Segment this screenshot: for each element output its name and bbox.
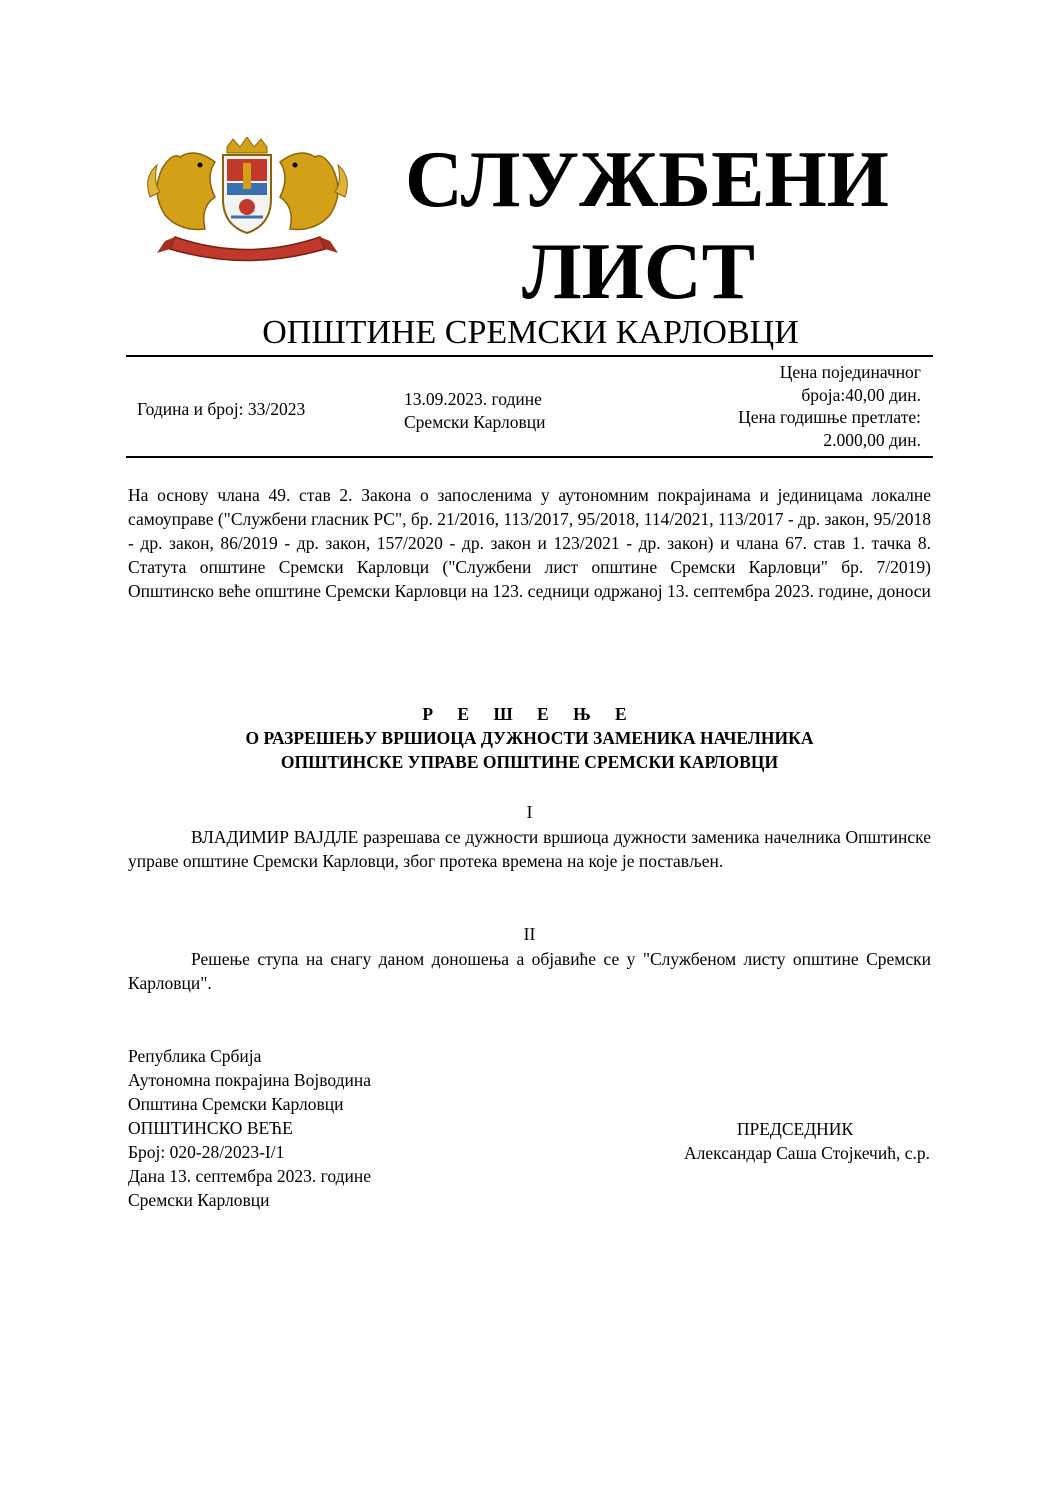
issue-date: 13.09.2023. године xyxy=(404,389,542,409)
masthead-subtitle: ОПШТИНЕ СРЕМСКИ КАРЛОВЦИ xyxy=(262,314,799,351)
price-single-line1: Цена појединачног xyxy=(779,362,921,382)
issue-number: Година и број: 33/2023 xyxy=(137,399,306,419)
issuer-block xyxy=(128,1044,371,1212)
section-text-1: ВЛАДИМИР ВАЈДЛЕ разрешава се дужности вршиоца дужности заменика начелника Општинске управе општине Сремски Карловци, због протека времена на које је постављен. xyxy=(128,827,931,871)
issuer-line: Аутономна покрајина Војводина xyxy=(128,1070,371,1090)
section-numeral-2: II xyxy=(523,924,536,944)
section-numeral-1: I xyxy=(526,802,533,822)
price-annual-line1: Цена годишње претлате: xyxy=(738,407,921,427)
issue-date-place xyxy=(404,388,545,433)
header-divider-top xyxy=(126,355,933,357)
preamble-paragraph: На основу члана 49. став 2. Закона о запосленима у аутономним покрајинама и јединицама локалне самоуправе ("Службени гласник РС", бр. 21/2016, 113/2017, 95/2018, 114/2021, 113/2017 - др. закон, 95/2018 - др. закон, 86/2019 - др. закон, 157/2020 - др. закон и 123/2021 - др. закон) и члана 67. став 1. тачка 8. Статута општине Сремски Карловци ("Службени лист општине Сремски Карловци" бр. 7/2019) Општинско веће општине Сремски Карловци на 123. седници одржаној 13. септембра 2023. године, доноси xyxy=(128,485,931,601)
issuer-line: ОПШТИНСКО ВЕЋЕ xyxy=(128,1118,293,1138)
section-text-2: Решење ступа на снагу даном доношења а објавиће се у "Службеном листу општине Сремски Карловци". xyxy=(128,949,931,993)
issuer-line: Број: 020-28/2023-I/1 xyxy=(128,1142,285,1162)
issuer-line: Општина Сремски Карловци xyxy=(128,1094,344,1114)
masthead-title-line1: СЛУЖБЕНИ xyxy=(405,136,889,224)
signatory-name: Александар Саша Стојкечић, с.р. xyxy=(684,1143,930,1163)
price-annual-line2: 2.000,00 дин. xyxy=(823,429,921,450)
decision-title-line1: О РАЗРЕШЕЊУ ВРШИОЦА ДУЖНОСТИ ЗАМЕНИКА НАЧЕЛНИКА xyxy=(245,728,814,748)
decision-title xyxy=(128,726,931,774)
price-info xyxy=(660,361,921,451)
issuer-line: Република Србија xyxy=(128,1046,262,1066)
issuer-line: Дана 13. септембра 2023. године xyxy=(128,1166,372,1186)
signatory-role: ПРЕДСЕДНИК xyxy=(736,1119,854,1139)
coat-of-arms-icon xyxy=(145,137,350,267)
header-divider-bottom xyxy=(126,456,933,458)
masthead-title-line2: ЛИСТ xyxy=(522,228,755,316)
signatory-block xyxy=(600,1117,930,1165)
issuer-line: Сремски Карловци xyxy=(128,1190,270,1210)
decision-title-line2: ОПШТИНСКЕ УПРАВЕ ОПШТИНЕ СРЕМСКИ КАРЛОВЦИ xyxy=(280,752,779,772)
issue-place: Сремски Карловци xyxy=(404,411,546,432)
price-single-line2: броја:40,00 дин. xyxy=(801,384,921,405)
decision-heading: Р Е Ш Е Њ Е xyxy=(422,704,637,724)
